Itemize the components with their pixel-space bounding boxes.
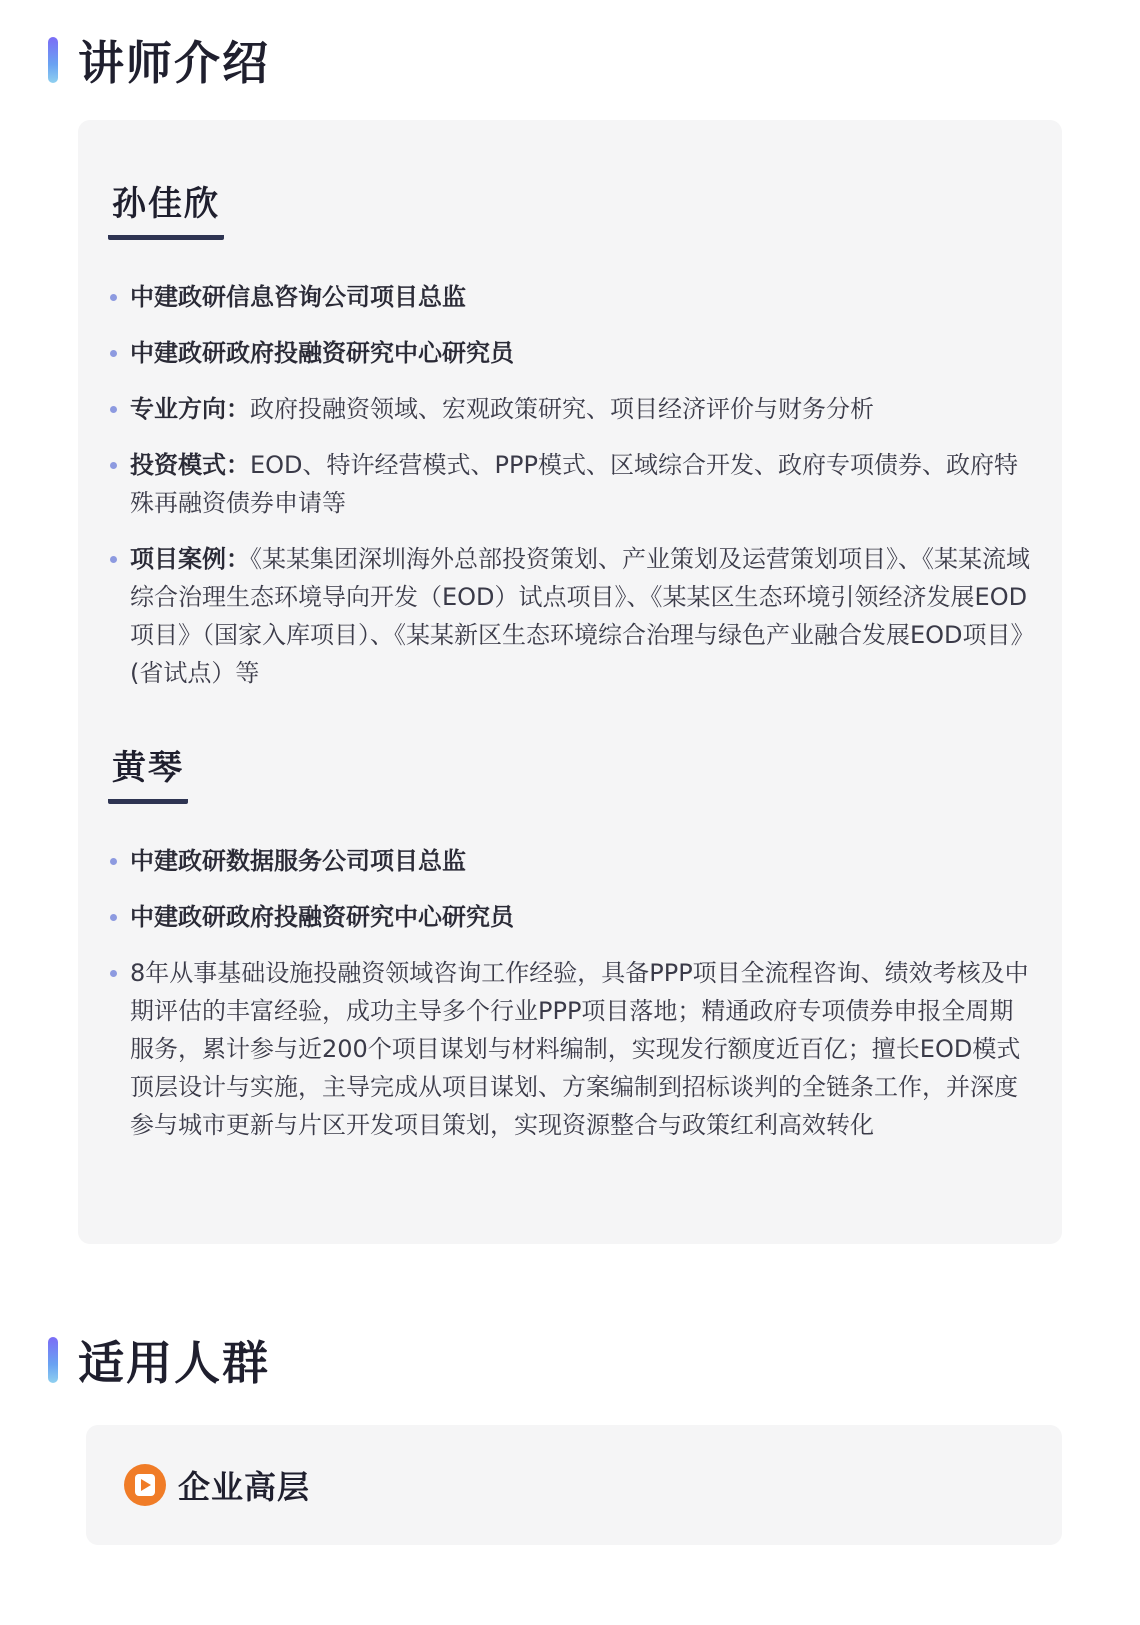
bullet-dot (110, 970, 117, 977)
item-text: 8年从事基础设施投融资领域咨询工作经验，具备PPP项目全流程咨询、绩效考核及中期评估的丰富经验，成功主导多个行业PPP项目落地；精通政府专项债券申报全周期服务，累计参与近200个项目谋划与材料编制，实现发行额度近百亿；擅长EOD模式顶层设计与实施，主导完成从项目谋划、方案编制到招标谈判的全链条工作，并深度参与城市更新与片区开发项目策划，实现资源整合与政策红利高效转化 (130, 959, 1029, 1139)
item-label: 投资模式： (130, 451, 250, 479)
section-header-audience (48, 1330, 270, 1390)
list-item (108, 334, 1030, 372)
item-label: 项目案例： (130, 545, 250, 573)
play-circle-icon (124, 1464, 166, 1506)
section-title: 讲师介绍 (78, 36, 270, 90)
section-accent-bar (48, 37, 58, 83)
item-text: 《某某集团深圳海外总部投资策划、产业策划及运营策划项目》、《某某流域综合治理生态环境导向开发（EOD）试点项目》、《某某区生态环境引领经济发展EOD项目》（国家入库项目）、《某某新区生态环境综合治理与绿色产业融合发展EOD项目》(省试点）等 (130, 545, 1030, 687)
bullet-dot (110, 914, 117, 921)
item-text: EOD、特许经营模式、PPP模式、区域综合开发、政府专项债券、政府特殊再融资债券申请等 (130, 451, 1018, 517)
instructor-name: 孙佳欣 (108, 176, 224, 240)
audience-card (86, 1425, 1062, 1545)
list-item (108, 954, 1030, 1144)
item-text: 政府投融资领域、宏观政策研究、项目经济评价与财务分析 (250, 395, 874, 423)
list-item (108, 540, 1030, 692)
instructor-name: 黄琴 (108, 740, 188, 804)
bullet-dot (110, 556, 117, 563)
bullet-dot (110, 858, 117, 865)
instructors-card (78, 120, 1062, 1244)
section-header-instructors (48, 30, 270, 90)
list-item (108, 446, 1030, 522)
audience-label: 企业高层 (178, 1468, 311, 1506)
bullet-dot (110, 350, 117, 357)
section-title: 适用人群 (78, 1336, 270, 1390)
bullet-dot (110, 406, 117, 413)
list-item (108, 278, 1030, 316)
list-item (108, 390, 1030, 428)
item-text: 中建政研政府投融资研究中心研究员 (130, 339, 514, 367)
section-accent-bar (48, 1337, 58, 1383)
list-item (108, 842, 1030, 880)
item-label: 专业方向： (130, 395, 250, 423)
bullet-dot (110, 294, 117, 301)
instructor-profile (108, 740, 1030, 1144)
instructor-profile (108, 176, 1030, 692)
item-text: 中建政研政府投融资研究中心研究员 (130, 903, 514, 931)
item-text: 中建政研数据服务公司项目总监 (130, 847, 466, 875)
bullet-dot (110, 462, 117, 469)
item-text: 中建政研信息咨询公司项目总监 (130, 283, 466, 311)
list-item (108, 898, 1030, 936)
